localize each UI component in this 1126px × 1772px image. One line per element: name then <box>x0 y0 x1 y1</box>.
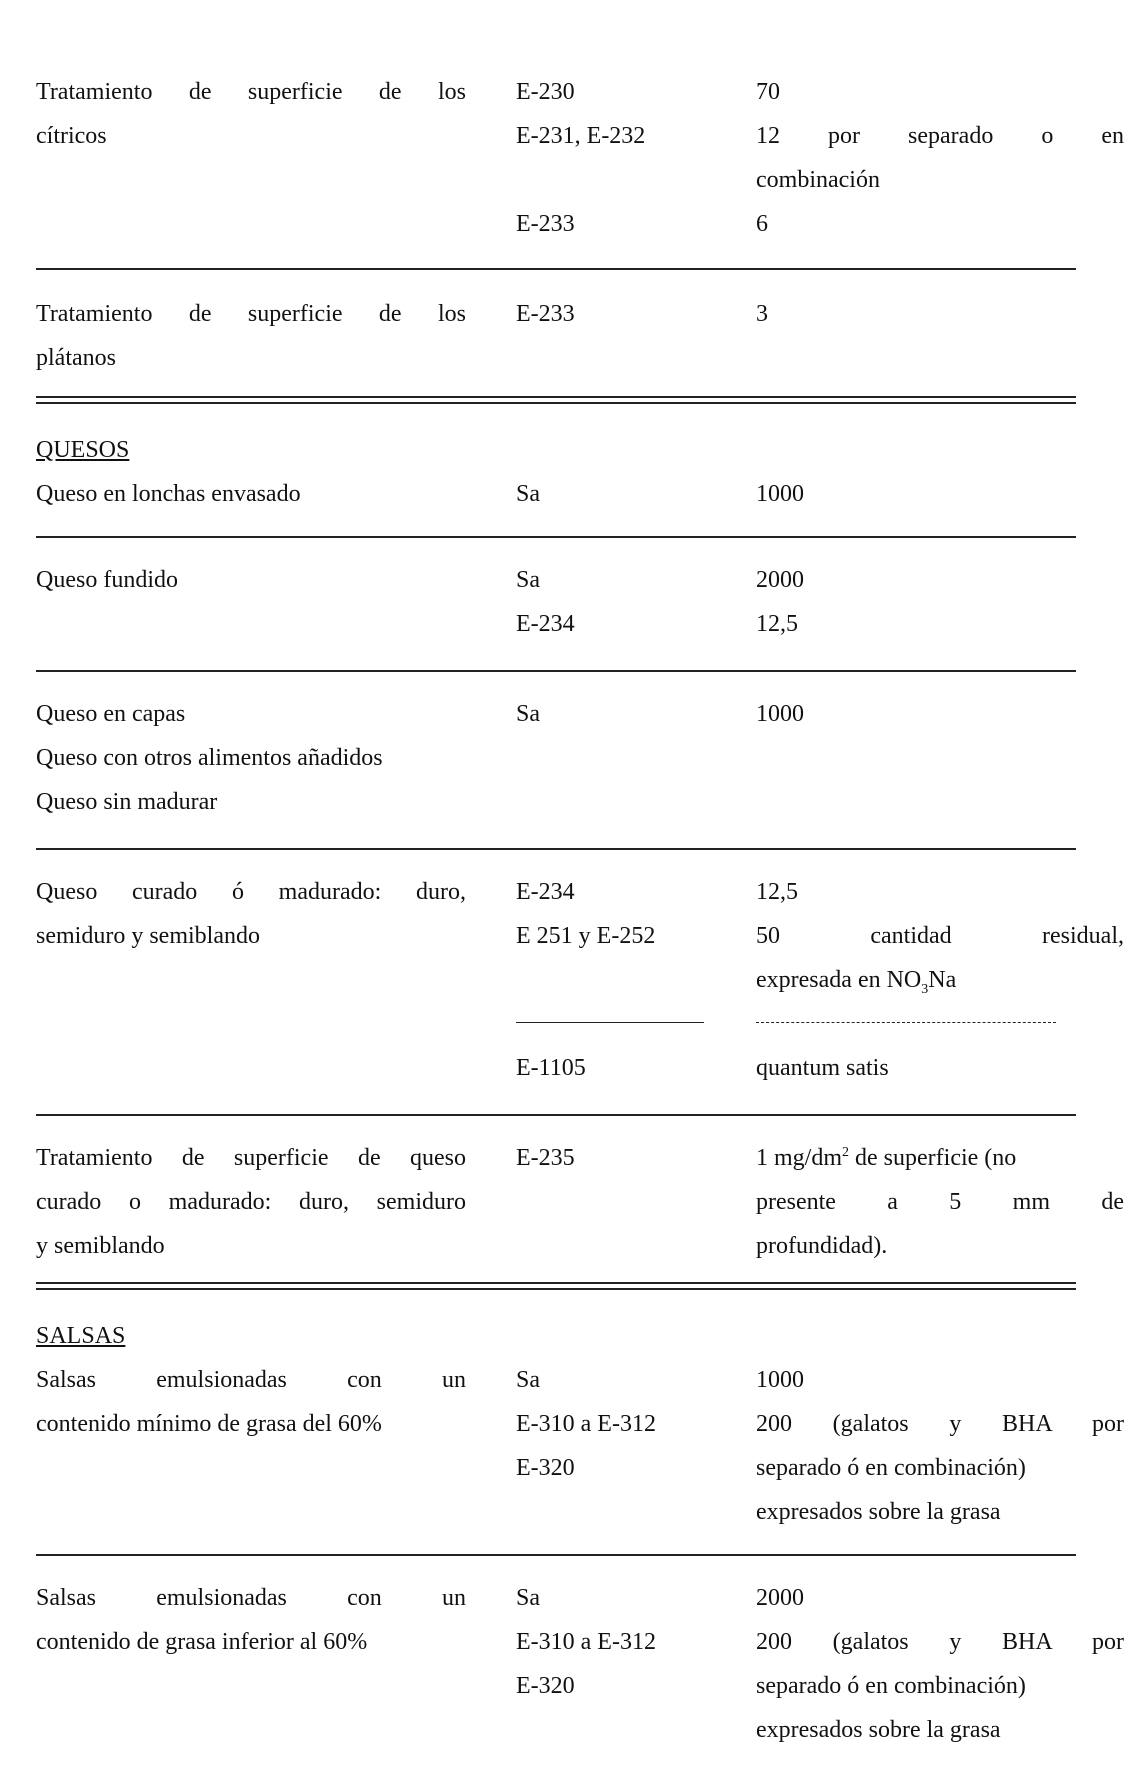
additive-code: E-320 <box>516 1673 575 1699</box>
section-heading: QUESOS <box>36 437 130 463</box>
limit-suffix: de superficie (no <box>849 1145 1017 1171</box>
additive-code: E 251 y E-252 <box>516 923 656 949</box>
additive-code: E-233 <box>516 301 575 327</box>
additive-code <box>516 158 716 202</box>
additive-code: Sa <box>516 1585 540 1611</box>
limit-value: presente a 5 mm de <box>756 1189 1124 1215</box>
food-cell <box>36 1576 466 1664</box>
row-divider <box>36 1554 1076 1556</box>
limit-value: profundidad). <box>756 1233 888 1259</box>
limit-value: 12,5 <box>756 611 798 637</box>
food-cell <box>36 428 466 516</box>
limit-value: 1000 <box>756 1367 804 1393</box>
limit-value: 200 (galatos y BHA por <box>756 1411 1124 1437</box>
food-text: Queso con otros alimentos añadidos <box>36 745 383 771</box>
limit-cell <box>756 1136 1124 1268</box>
additive-code: Sa <box>516 567 540 593</box>
food-text: Queso sin madurar <box>36 789 218 815</box>
limit-unit <box>756 958 1124 1002</box>
limit-value: 50 cantidad residual, <box>756 923 1124 949</box>
limit-cell <box>756 70 1124 246</box>
additive-code: Sa <box>516 701 540 727</box>
additive-code: E-231, E-232 <box>516 123 646 149</box>
sub-divider <box>516 1022 704 1023</box>
additive-code: Sa <box>516 1367 540 1393</box>
additive-cell <box>516 70 716 246</box>
limit-cell <box>756 558 1124 646</box>
additive-code: Sa <box>516 481 540 507</box>
section-divider <box>36 396 1076 404</box>
food-text: cítricos <box>36 123 107 149</box>
food-text: Salsas emulsionadas con un <box>36 1585 466 1611</box>
food-cell <box>36 692 466 824</box>
additive-code: E-310 a E-312 <box>516 1411 656 1437</box>
food-text: Queso fundido <box>36 567 178 593</box>
additive-cell <box>516 558 716 646</box>
food-text: Tratamiento de superficie de los <box>36 301 466 327</box>
section-divider <box>36 1282 1076 1290</box>
limit-value: 6 <box>756 211 768 237</box>
limit-prefix: 1 mg/dm <box>756 1145 843 1171</box>
row-divider <box>36 848 1076 850</box>
limit-unit-subscript: 3 <box>921 981 929 997</box>
limit-value: separado ó en combinación) <box>756 1673 1026 1699</box>
row-divider <box>36 268 1076 270</box>
limit-cell <box>756 1358 1124 1534</box>
limit-value: expresados sobre la grasa <box>756 1717 1001 1743</box>
additive-cell <box>516 1576 716 1708</box>
additive-code: E-230 <box>516 79 575 105</box>
food-text: plátanos <box>36 345 116 371</box>
limit-value: 200 (galatos y BHA por <box>756 1629 1124 1655</box>
section-heading: SALSAS <box>36 1323 126 1349</box>
limit-value: 70 <box>756 79 780 105</box>
food-text: Tratamiento de superficie de queso <box>36 1145 466 1171</box>
limit-superscript: 2 <box>842 1145 850 1160</box>
limit-value: 1000 <box>756 481 804 507</box>
food-text: curado o madurado: duro, semiduro <box>36 1189 466 1215</box>
food-text: Queso curado ó madurado: duro, <box>36 879 466 905</box>
row-divider <box>36 536 1076 538</box>
limit-value: 2000 <box>756 1585 804 1611</box>
additive-cell <box>516 1358 716 1490</box>
food-text: contenido mínimo de grasa del 60% <box>36 1411 382 1437</box>
limit-value: 1000 <box>756 701 804 727</box>
limit-value: 2000 <box>756 567 804 593</box>
row-divider <box>36 670 1076 672</box>
additive-code: E-310 a E-312 <box>516 1629 656 1655</box>
additive-code: E-233 <box>516 211 575 237</box>
food-text: y semiblando <box>36 1233 165 1259</box>
additive-code: E-1105 <box>516 1055 586 1081</box>
limit-value <box>756 1136 1124 1180</box>
additive-code: E-234 <box>516 611 575 637</box>
sub-divider-dashed <box>756 1022 1056 1023</box>
limit-value: separado ó en combinación) <box>756 1455 1026 1481</box>
limit-value: 3 <box>756 301 768 327</box>
food-cell <box>36 1136 466 1268</box>
food-text: contenido de grasa inferior al 60% <box>36 1629 368 1655</box>
additive-code: E-235 <box>516 1145 575 1171</box>
additive-code: E-234 <box>516 879 575 905</box>
food-cell <box>36 870 466 958</box>
limit-value: quantum satis <box>756 1055 889 1081</box>
food-cell <box>36 70 466 158</box>
row-divider <box>36 1114 1076 1116</box>
food-cell <box>36 292 466 380</box>
additive-cell <box>516 870 716 958</box>
limit-value: combinación <box>756 167 880 193</box>
limit-value: 12 por separado o en <box>756 123 1124 149</box>
limit-unit-prefix: expresada en NO <box>756 967 922 993</box>
food-text: Queso en capas <box>36 701 186 727</box>
food-cell <box>36 1314 466 1446</box>
additive-code: E-320 <box>516 1455 575 1481</box>
food-text: Salsas emulsionadas con un <box>36 1367 466 1393</box>
limit-value: 12,5 <box>756 879 798 905</box>
food-text: Queso en lonchas envasado <box>36 481 301 507</box>
limit-unit-suffix: Na <box>928 967 957 993</box>
food-text: semiduro y semiblando <box>36 923 260 949</box>
food-text: Tratamiento de superficie de los <box>36 79 466 105</box>
limit-cell <box>756 1576 1124 1752</box>
limit-cell <box>756 870 1124 1002</box>
limit-value: expresados sobre la grasa <box>756 1499 1001 1525</box>
